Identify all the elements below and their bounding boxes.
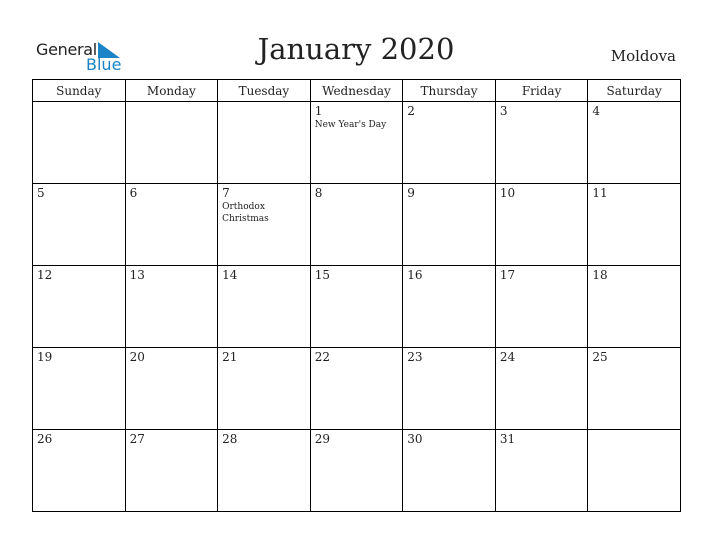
weekday-header: Thursday (403, 80, 496, 102)
day-number: 31 (499, 432, 516, 446)
day-cell (33, 430, 126, 512)
day-number: 7 (222, 186, 230, 200)
day-number: 23 (407, 350, 423, 364)
day-cell (495, 266, 588, 348)
weekday-header: Wednesday (310, 80, 403, 102)
day-number: 26 (37, 432, 53, 446)
day-number: 22 (314, 350, 330, 364)
weekday-header: Monday (125, 80, 218, 102)
day-number: 14 (222, 268, 238, 282)
day-cell (218, 348, 311, 430)
day-number: 24 (499, 350, 516, 364)
day-cell (588, 184, 681, 266)
logo-text-general: General (36, 40, 97, 59)
day-cell (33, 184, 126, 266)
day-number: 27 (129, 432, 145, 446)
day-cell (218, 102, 311, 184)
day-number: 4 (592, 104, 601, 118)
day-cell (310, 348, 403, 430)
day-number: 13 (129, 268, 145, 282)
weekday-header: Saturday (588, 80, 681, 102)
day-cell (125, 348, 218, 430)
weekday-header: Sunday (33, 80, 126, 102)
day-cell (218, 184, 311, 266)
day-cell (403, 184, 496, 266)
day-number: 9 (407, 186, 415, 200)
day-cell (588, 348, 681, 430)
day-number: 3 (499, 104, 508, 118)
day-number: 2 (407, 104, 415, 118)
day-number: 8 (314, 186, 323, 200)
week-row (33, 266, 681, 348)
day-cell (495, 430, 588, 512)
day-cell (310, 430, 403, 512)
day-cell (125, 102, 218, 184)
day-number: 29 (314, 432, 330, 446)
day-cell (588, 266, 681, 348)
logo-text-blue: Blue (86, 55, 122, 74)
day-cell (310, 102, 403, 184)
week-row (33, 430, 681, 512)
day-number: 25 (592, 350, 608, 364)
weekday-header-row (33, 80, 681, 102)
day-cell (495, 102, 588, 184)
day-number: 10 (499, 186, 516, 200)
holiday-label: New Year's Day (314, 120, 387, 130)
day-cell (403, 266, 496, 348)
holiday-label: Orthodox Christmas (222, 202, 269, 224)
day-cell (33, 266, 126, 348)
calendar-title: January 2020 (257, 32, 455, 66)
day-cell (310, 184, 403, 266)
day-number: 19 (37, 350, 53, 364)
day-number: 17 (499, 268, 516, 282)
day-number: 16 (407, 268, 423, 282)
day-cell (218, 266, 311, 348)
day-number: 12 (37, 268, 53, 282)
day-number: 18 (592, 268, 608, 282)
day-cell (33, 102, 126, 184)
weekday-header: Friday (495, 80, 588, 102)
day-number: 20 (129, 350, 145, 364)
country-label: Moldova (610, 47, 676, 65)
day-cell (588, 430, 681, 512)
day-cell (310, 266, 403, 348)
day-number: 28 (222, 432, 238, 446)
day-number: 15 (314, 268, 330, 282)
day-number: 11 (592, 186, 608, 200)
day-cell (495, 348, 588, 430)
calendar-grid (32, 79, 681, 512)
day-cell (403, 430, 496, 512)
day-cell (125, 266, 218, 348)
day-number: 30 (407, 432, 423, 446)
day-cell (495, 184, 588, 266)
day-cell (125, 430, 218, 512)
week-row (33, 102, 681, 184)
day-cell (403, 102, 496, 184)
day-cell (588, 102, 681, 184)
weekday-header: Tuesday (218, 80, 311, 102)
day-number: 6 (129, 186, 138, 200)
day-number: 5 (37, 186, 45, 200)
day-cell (125, 184, 218, 266)
day-cell (33, 348, 126, 430)
day-cell (403, 348, 496, 430)
week-row (33, 184, 681, 266)
calendar-body (33, 102, 681, 512)
day-cell (218, 430, 311, 512)
week-row (33, 348, 681, 430)
day-number: 21 (222, 350, 238, 364)
day-number: 1 (314, 104, 323, 118)
